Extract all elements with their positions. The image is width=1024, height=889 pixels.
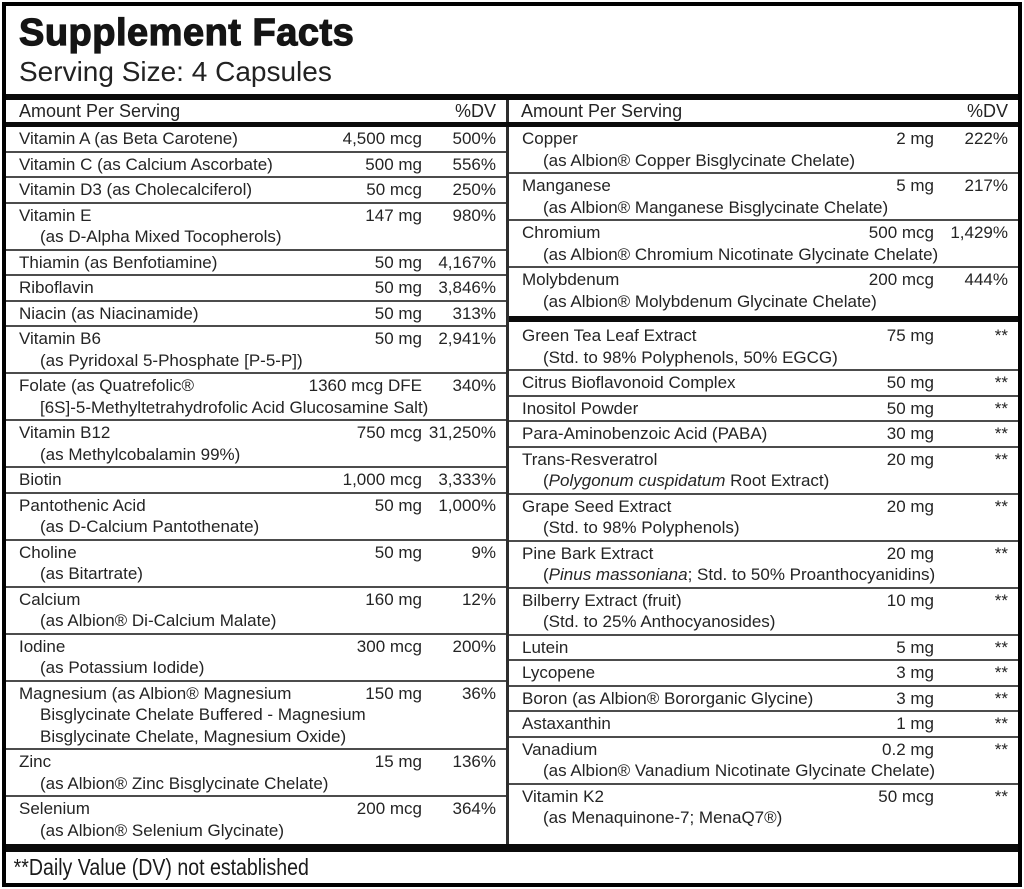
subline-text: (as D-Alpha Mixed Tocopherols)	[40, 227, 282, 246]
ingredient-main-line	[522, 175, 1008, 197]
ingredient-amount: 150 mg	[365, 683, 422, 703]
subline-text: Root Extract)	[725, 471, 830, 490]
subline-text: (Std. to 98% Polyphenols, 50% EGCG)	[543, 347, 838, 367]
ingredient-dv: 136%	[452, 752, 496, 771]
ingredient-amount: 3 mg	[896, 663, 934, 682]
subline-text: (	[543, 565, 549, 584]
ingredient-amount: 50 mg	[374, 252, 422, 272]
ingredient-dv: 36%	[461, 683, 496, 703]
ingredient-dv: **	[994, 714, 1008, 733]
ingredient-dv: 4,167%	[438, 252, 496, 272]
ingredient-row	[509, 687, 1018, 713]
ingredient-row	[509, 221, 1018, 268]
subline-text: (as Albion® Selenium Glycinate)	[40, 820, 285, 840]
ingredient-row	[509, 785, 1018, 830]
ingredient-dv: 1,000%	[438, 495, 496, 515]
ingredient-main-line	[522, 449, 1008, 471]
ingredient-row	[509, 127, 1018, 174]
ingredient-amount: 10 mg	[886, 590, 934, 610]
subline-text: Bisglycinate Chelate, Magnesium Oxide)	[40, 726, 347, 746]
ingredient-row	[509, 738, 1018, 785]
ingredient-amount: 500 mg	[365, 154, 422, 174]
ingredient-subline	[522, 244, 1008, 266]
ingredient-amount: 50 mg	[886, 373, 934, 392]
ingredient-name: Vanadium	[522, 739, 598, 759]
ingredient-main-line	[19, 154, 496, 176]
ingredient-row	[6, 541, 506, 588]
ingredient-main-line	[522, 269, 1008, 291]
ingredient-dv: **	[994, 496, 1008, 516]
ingredient-amount: 750 mcg	[356, 423, 422, 442]
ingredient-main-line	[19, 636, 496, 658]
ingredient-main-line	[19, 179, 496, 201]
ingredient-main-line	[19, 252, 496, 274]
ingredient-amount: 0.2 mg	[882, 739, 934, 759]
ingredient-amount: 1 mg	[896, 714, 934, 733]
ingredient-dv: 9%	[471, 542, 496, 562]
ingredient-dv: 12%	[461, 589, 496, 609]
serving-size: Serving Size: 4 Capsules	[19, 56, 332, 87]
ingredient-name: Riboflavin	[19, 278, 94, 297]
ingredient-row	[6, 635, 506, 682]
ingredient-row	[6, 251, 506, 277]
ingredient-name: Thiamin (as Benfotiamine)	[19, 252, 218, 272]
section-divider-bar	[509, 316, 1018, 322]
ingredient-name: Calcium	[19, 589, 81, 609]
ingredient-row	[6, 468, 506, 494]
ingredient-amount: 75 mg	[886, 326, 934, 345]
ingredient-main-line	[19, 683, 496, 705]
ingredient-subline	[522, 517, 1008, 539]
ingredient-amount: 5 mg	[896, 637, 934, 657]
subline-text: [6S]-5-Methyltetrahydrofolic Acid Glucosamine Salt)	[40, 397, 429, 417]
ingredient-subline	[522, 470, 1008, 492]
left-column	[6, 127, 506, 844]
ingredient-name: Copper	[522, 129, 578, 148]
ingredient-main-line	[522, 786, 1008, 808]
ingredient-main-line	[522, 662, 1008, 684]
ingredient-row	[6, 327, 506, 374]
ingredient-amount: 1,000 mcg	[342, 470, 422, 489]
ingredient-name: Vitamin B12	[19, 423, 111, 442]
ingredient-main-line	[522, 496, 1008, 518]
label-title: Supplement Facts	[19, 12, 355, 54]
subline-text: (as Potassium Iodide)	[40, 658, 205, 677]
ingredient-subline	[19, 563, 496, 585]
ingredient-dv: 313%	[452, 303, 496, 323]
ingredient-main-line	[522, 739, 1008, 761]
ingredient-dv: 217%	[964, 176, 1008, 195]
ingredient-main-line	[522, 398, 1008, 420]
ingredient-name: Grape Seed Extract	[522, 496, 672, 516]
subline-text: Bisglycinate Chelate Buffered - Magnesium	[40, 705, 366, 724]
ingredient-main-line	[19, 589, 496, 611]
ingredient-row	[6, 494, 506, 541]
ingredient-dv: 2,941%	[438, 329, 496, 348]
ingredient-row	[509, 661, 1018, 687]
ingredient-amount: 4,500 mcg	[342, 129, 422, 148]
ingredient-dv: **	[994, 688, 1008, 708]
ingredient-row	[509, 589, 1018, 636]
ingredient-name: Folate (as Quatrefolic®	[19, 376, 195, 395]
ingredient-main-line	[19, 303, 496, 325]
ingredient-row	[509, 448, 1018, 495]
ingredient-main-line	[522, 688, 1008, 710]
ingredient-subline	[522, 611, 1008, 633]
ingredient-section	[6, 127, 506, 842]
amount-per-serving-label: Amount Per Serving	[521, 100, 683, 121]
ingredient-row	[509, 174, 1018, 221]
ingredient-row	[509, 397, 1018, 423]
ingredient-dv: 31,250%	[428, 423, 496, 442]
supplement-facts-label	[2, 2, 1022, 887]
ingredient-dv: 364%	[452, 799, 496, 818]
subline-text: (as Bitartrate)	[40, 564, 143, 583]
ingredient-row	[6, 797, 506, 842]
subline-text: (as D-Calcium Pantothenate)	[40, 517, 260, 536]
ingredient-row	[6, 750, 506, 797]
ingredient-amount: 3 mg	[896, 688, 934, 708]
daily-value-footnote: **Daily Value (DV) not established	[13, 854, 309, 880]
ingredient-main-line	[522, 637, 1008, 659]
ingredient-dv: 222%	[964, 129, 1008, 148]
percent-dv-label: %DV	[966, 100, 1008, 121]
ingredient-subline	[19, 226, 496, 248]
ingredient-main-line	[19, 328, 496, 350]
ingredient-dv: **	[994, 590, 1008, 610]
ingredient-main-line	[522, 222, 1008, 244]
ingredient-amount: 30 mg	[886, 424, 934, 443]
label-header	[6, 6, 1018, 94]
ingredient-dv: **	[994, 373, 1008, 392]
ingredient-main-line	[522, 713, 1008, 735]
ingredient-amount: 200 mcg	[356, 799, 422, 818]
ingredient-main-line	[19, 422, 496, 444]
ingredient-amount: 5 mg	[896, 176, 934, 195]
ingredient-amount: 50 mg	[374, 303, 422, 323]
ingredient-amount: 20 mg	[886, 543, 934, 563]
ingredient-name: Green Tea Leaf Extract	[522, 326, 697, 345]
subline-text: (as Albion® Chromium Nicotinate Glycinate Chelate)	[543, 244, 939, 264]
ingredient-row	[6, 421, 506, 468]
ingredient-amount: 160 mg	[365, 589, 422, 609]
ingredient-subline	[19, 820, 496, 842]
ingredient-subline	[522, 347, 1008, 369]
ingredient-dv: **	[994, 739, 1008, 759]
ingredient-name: Iodine	[19, 636, 66, 656]
ingredient-name: Vitamin A (as Beta Carotene)	[19, 129, 238, 148]
footer-rule	[6, 844, 1018, 852]
ingredient-amount: 50 mg	[374, 495, 422, 515]
ingredient-dv: 3,846%	[438, 278, 496, 297]
subline-text: (as Albion® Copper Bisglycinate Chelate)	[543, 150, 856, 170]
ingredient-row	[6, 276, 506, 302]
ingredient-row	[509, 324, 1018, 371]
subline-text: (as Albion® Di-Calcium Malate)	[40, 611, 277, 630]
ingredient-name: Zinc	[19, 752, 52, 771]
ingredient-name: Para-Aminobenzoic Acid (PABA)	[522, 424, 768, 443]
ingredient-name: Vitamin B6	[19, 329, 101, 348]
left-column-header	[6, 100, 506, 122]
subline-text: (as Menaquinone-7; MenaQ7®)	[543, 808, 783, 827]
ingredient-amount: 200 mcg	[868, 270, 934, 289]
ingredient-subline	[19, 610, 496, 632]
ingredient-section	[509, 324, 1018, 830]
ingredient-main-line	[522, 423, 1008, 445]
subline-text: (Std. to 98% Polyphenols)	[543, 518, 740, 537]
ingredient-main-line	[522, 372, 1008, 394]
ingredient-dv: **	[994, 543, 1008, 563]
subline-text: (as Albion® Zinc Bisglycinate Chelate)	[40, 773, 329, 793]
ingredient-main-line	[19, 469, 496, 491]
ingredient-name: Chromium	[522, 223, 601, 242]
ingredient-table	[6, 127, 1018, 844]
ingredient-subline	[522, 150, 1008, 172]
ingredient-main-line	[19, 205, 496, 227]
ingredient-name: Lutein	[522, 637, 569, 657]
ingredient-subline	[522, 197, 1008, 219]
ingredient-name: Astaxanthin	[522, 714, 611, 733]
ingredient-dv: **	[994, 449, 1008, 469]
ingredient-row	[509, 495, 1018, 542]
ingredient-name: Bilberry Extract (fruit)	[522, 590, 682, 610]
ingredient-dv: **	[994, 326, 1008, 345]
ingredient-subline	[522, 291, 1008, 313]
ingredient-dv: 444%	[964, 270, 1008, 289]
ingredient-amount: 50 mg	[886, 398, 934, 418]
ingredient-subline	[522, 807, 1008, 829]
ingredient-dv: 200%	[452, 636, 496, 656]
subline-text: (as Methylcobalamin 99%)	[40, 444, 241, 464]
ingredient-name: Vitamin C (as Calcium Ascorbate)	[19, 154, 273, 174]
ingredient-name: Selenium	[19, 799, 90, 818]
subline-text: (	[543, 471, 549, 490]
ingredient-row	[6, 178, 506, 204]
ingredient-name: Niacin (as Niacinamide)	[19, 303, 199, 323]
ingredient-name: Pantothenic Acid	[19, 495, 146, 515]
ingredient-row	[509, 542, 1018, 589]
ingredient-dv: 556%	[452, 154, 496, 174]
ingredient-name: Inositol Powder	[522, 398, 639, 418]
ingredient-subline	[19, 350, 496, 372]
ingredient-amount: 20 mg	[886, 496, 934, 516]
ingredient-amount: 50 mcg	[366, 180, 422, 199]
subline-text: (as Pyridoxal 5-Phosphate [P-5-P])	[40, 350, 303, 370]
ingredient-name: Manganese	[522, 176, 611, 195]
ingredient-row	[509, 268, 1018, 313]
ingredient-dv: **	[994, 637, 1008, 657]
amount-per-serving-label: Amount Per Serving	[19, 100, 181, 121]
subline-text: (as Albion® Molybdenum Glycinate Chelate)	[543, 291, 877, 311]
ingredient-subline	[522, 564, 1008, 586]
ingredient-name: Molybdenum	[522, 270, 620, 289]
ingredient-subline	[19, 773, 496, 795]
right-column-header	[509, 100, 1018, 122]
ingredient-main-line	[522, 590, 1008, 612]
ingredient-name: Lycopene	[522, 663, 596, 682]
ingredient-main-line	[19, 375, 496, 397]
ingredient-main-line	[19, 128, 496, 150]
ingredient-row	[509, 712, 1018, 738]
ingredient-name: Vitamin K2	[522, 786, 604, 806]
ingredient-main-line	[19, 495, 496, 517]
ingredient-main-line	[522, 325, 1008, 347]
ingredient-subline	[19, 704, 496, 726]
ingredient-amount: 50 mg	[374, 542, 422, 562]
ingredient-row	[509, 422, 1018, 448]
subline-text: ; Std. to 50% Proanthocyanidins)	[687, 565, 936, 584]
ingredient-subline	[19, 444, 496, 466]
ingredient-amount: 50 mcg	[878, 786, 934, 806]
ingredient-row	[509, 636, 1018, 662]
ingredient-row	[6, 302, 506, 328]
ingredient-name: Choline	[19, 542, 77, 562]
ingredient-subline	[522, 760, 1008, 782]
ingredient-row	[6, 127, 506, 153]
ingredient-dv: 250%	[452, 180, 496, 199]
ingredient-main-line	[19, 542, 496, 564]
ingredient-row	[6, 682, 506, 751]
ingredient-section	[509, 127, 1018, 313]
ingredient-dv: **	[994, 786, 1008, 806]
ingredient-main-line	[522, 128, 1008, 150]
ingredient-main-line	[19, 751, 496, 773]
ingredient-name: Biotin	[19, 470, 62, 489]
subline-text: (Std. to 25% Anthocyanosides)	[543, 612, 776, 631]
column-headers	[6, 100, 1018, 122]
ingredient-row	[6, 588, 506, 635]
ingredient-row	[509, 371, 1018, 397]
ingredient-amount: 1360 mcg DFE	[308, 376, 422, 395]
ingredient-main-line	[19, 277, 496, 299]
right-column	[509, 127, 1018, 844]
ingredient-name: Vitamin E	[19, 205, 92, 225]
ingredient-dv: 980%	[452, 205, 496, 225]
ingredient-name: Trans-Resveratrol	[522, 449, 658, 469]
ingredient-amount: 2 mg	[896, 129, 934, 148]
ingredient-amount: 20 mg	[886, 449, 934, 469]
ingredient-dv: **	[994, 424, 1008, 443]
subline-text: Pinus massoniana	[548, 565, 688, 584]
ingredient-amount: 15 mg	[374, 752, 422, 771]
ingredient-subline	[19, 516, 496, 538]
ingredient-subline	[19, 726, 496, 748]
ingredient-name: Vitamin D3 (as Cholecalciferol)	[19, 180, 253, 199]
ingredient-subline	[19, 657, 496, 679]
ingredient-main-line	[19, 798, 496, 820]
ingredient-row	[6, 153, 506, 179]
ingredient-amount: 50 mg	[374, 329, 422, 348]
ingredient-name: Citrus Bioflavonoid Complex	[522, 373, 736, 392]
ingredient-dv: **	[994, 398, 1008, 418]
ingredient-dv: 500%	[452, 129, 496, 148]
ingredient-amount: 300 mcg	[356, 636, 422, 656]
subline-text: (as Albion® Manganese Bisglycinate Chelate)	[543, 197, 889, 217]
ingredient-main-line	[522, 543, 1008, 565]
ingredient-subline	[19, 397, 496, 419]
percent-dv-label: %DV	[454, 100, 496, 121]
ingredient-dv: 3,333%	[438, 470, 496, 489]
ingredient-name: Magnesium (as Albion® Magnesium	[19, 683, 292, 703]
ingredient-row	[6, 204, 506, 251]
subline-text: (as Albion® Vanadium Nicotinate Glycinate Chelate)	[543, 761, 936, 780]
ingredient-amount: 50 mg	[374, 278, 422, 297]
ingredient-dv: **	[994, 663, 1008, 682]
ingredient-name: Boron (as Albion® Bororganic Glycine)	[522, 688, 814, 708]
ingredient-row	[6, 374, 506, 421]
ingredient-amount: 147 mg	[365, 205, 422, 225]
ingredient-dv: 1,429%	[950, 223, 1008, 242]
ingredient-dv: 340%	[452, 376, 496, 395]
ingredient-name: Pine Bark Extract	[522, 543, 654, 563]
ingredient-amount: 500 mcg	[868, 223, 934, 242]
subline-text: Polygonum cuspidatum	[548, 471, 726, 490]
